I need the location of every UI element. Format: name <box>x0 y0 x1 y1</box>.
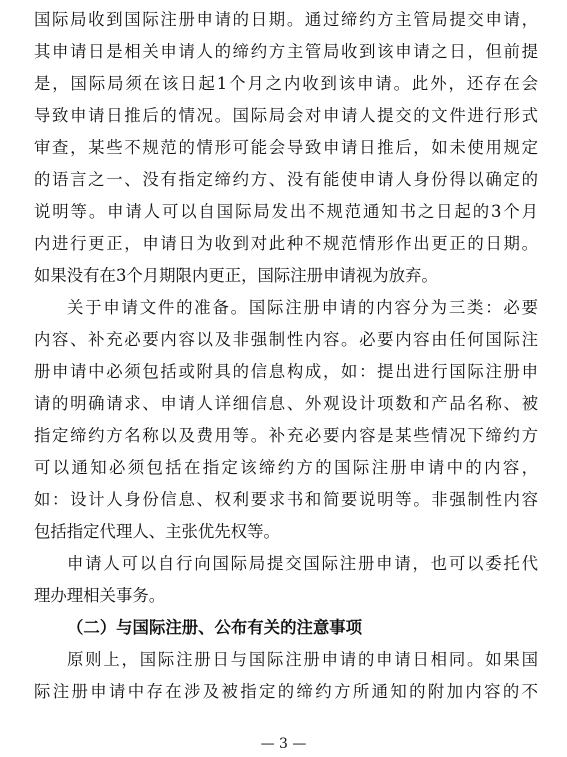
text-line: 审查，某些不规范的情形可能会导致申请日推后，如未使用规定 <box>34 138 538 157</box>
text-line: 导致申请日推后的情况。国际局会对申请人提交的文件进行形式 <box>34 106 538 125</box>
text-line: 可以通知必须包括在指定该缔约方的国际注册申请中的内容， <box>34 458 538 477</box>
paragraph-first-line: 关于申请文件的准备。国际注册申请的内容分为三类：必要 <box>67 298 538 317</box>
text-line: 说明等。申请人可以自国际局发出不规范通知书之日起的3个月 <box>34 202 538 221</box>
text-line: 如：设计人身份信息、权利要求书和简要说明等。非强制性内容 <box>34 490 538 509</box>
text-line: 理办理相关事务。 <box>34 586 166 605</box>
paragraph-first-line: 原则上，国际注册日与国际注册申请的申请日相同。如果国 <box>67 650 538 669</box>
page-number: — 3 — <box>260 736 307 752</box>
text-line: 的语言之一、没有指定缔约方、没有能使申请人身份得以确定的 <box>34 170 538 189</box>
text-line: 内容、补充必要内容以及非强制性内容。必要内容由任何国际注 <box>34 330 538 349</box>
text-line: 内进行更正，申请日为收到对此种不规范情形作出更正的日期。 <box>34 234 538 253</box>
text-line: 册申请中必须包括或附具的信息构成，如：提出进行国际注册申 <box>34 362 538 381</box>
text-line: 国际局收到国际注册申请的日期。通过缔约方主管局提交申请， <box>34 10 538 29</box>
text-line: 是，国际局须在该日起1个月之内收到该申请。此外，还存在会 <box>34 74 538 93</box>
text-line: 请的明确请求、申请人详细信息、外观设计项数和产品名称、被 <box>34 394 538 413</box>
text-line: 如果没有在3个月期限内更正，国际注册申请视为放弃。 <box>34 266 438 285</box>
text-line: 指定缔约方名称以及费用等。补充必要内容是某些情况下缔约方 <box>34 426 538 445</box>
text-line: 包括指定代理人、主张优先权等。 <box>34 522 280 541</box>
text-line: 际注册申请中存在涉及被指定的缔约方所通知的附加内容的不 <box>34 682 538 701</box>
text-line: 其申请日是相关申请人的缔约方主管局收到该申请之日，但前提 <box>34 42 538 61</box>
paragraph-first-line: 申请人可以自行向国际局提交国际注册申请，也可以委托代 <box>67 554 538 573</box>
section-heading: （二）与国际注册、公布有关的注意事项 <box>67 618 363 637</box>
